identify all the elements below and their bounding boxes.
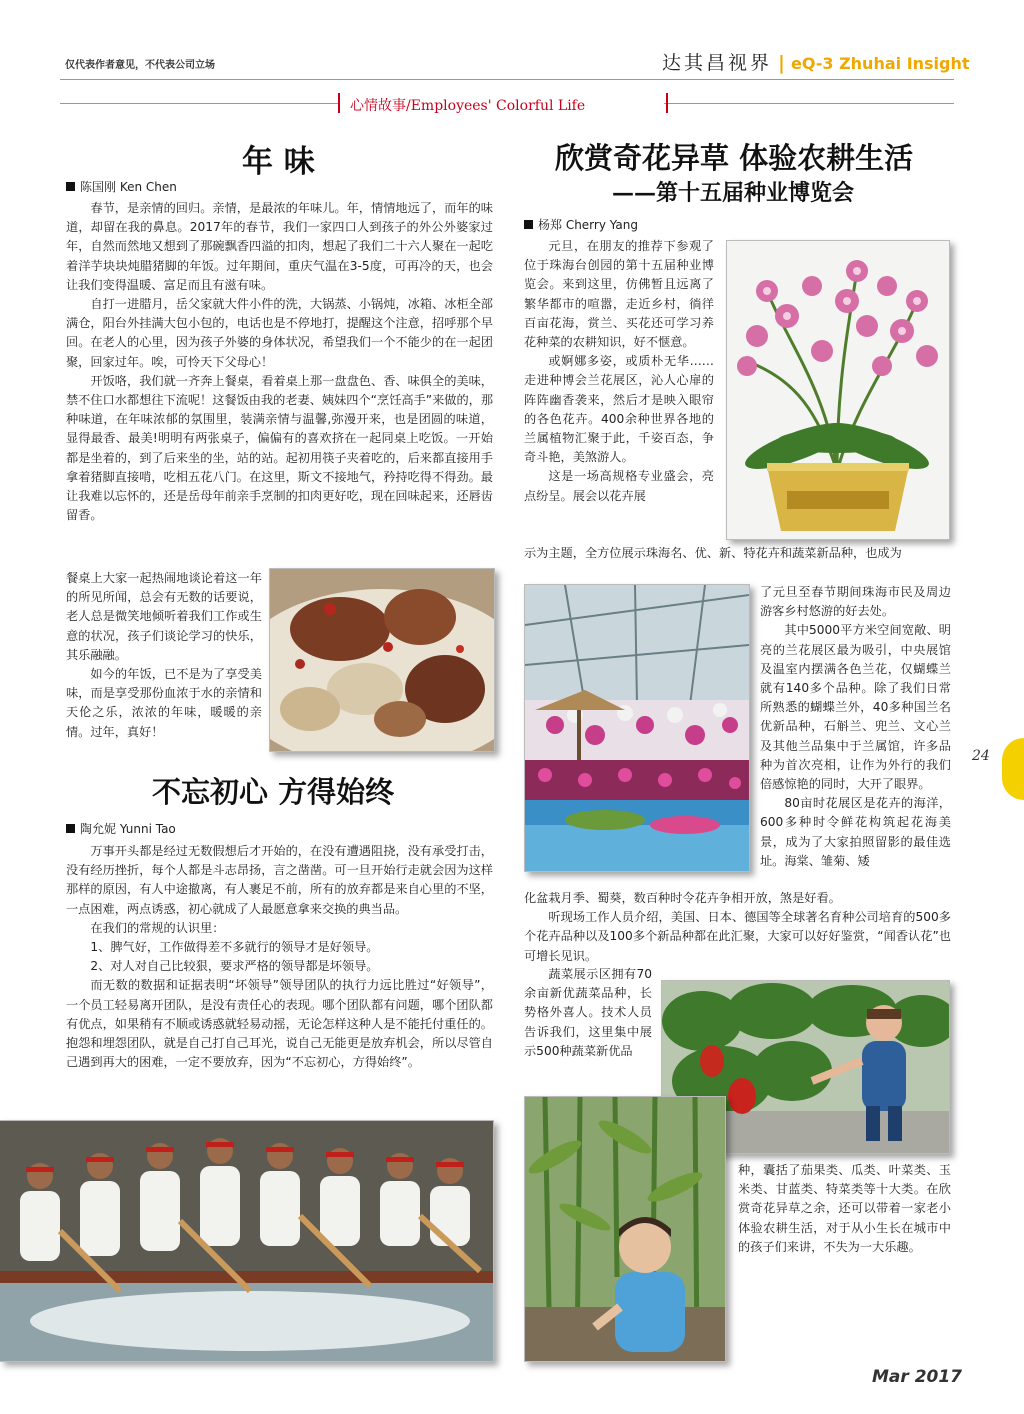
dragon-boat-illustration bbox=[0, 1121, 493, 1361]
article3-byline bbox=[524, 216, 638, 233]
disclaimer: 仅代表作者意见，不代表公司立场 bbox=[65, 60, 215, 71]
article3-title: 欣赏奇花异草 体验农耕生活 bbox=[555, 141, 914, 175]
section-rule-right bbox=[664, 103, 954, 104]
article3-body-a bbox=[524, 237, 714, 506]
issue-date: Mar 2017 bbox=[872, 1367, 963, 1387]
article3-paragraph: 种，囊括了茄果类、瓜类、叶菜类、玉米类、甘蓝类、特菜类等十大类。在欣赏奇花异草之余，还可以带着一家老小体验农耕生活，对于从小生长在城市中的孩子们来讲，不失为一大乐趣。 bbox=[738, 1163, 951, 1254]
article1-paragraph: 开饭咯，我们就一齐奔上餐桌，看着桌上那一盘盘色、香、味俱全的美味，禁不住口水都想往下流呢！这餐饭由我的老妻、姨妹四个“烹饪高手”来做的，那种味道，在年味浓郁的氛围里，装满亲情与温馨,弥漫开来，也是团圆的味道，显得最香、最美!明明有两张桌子，偏偏有的喜欢挤在一起同桌上吃饭。一开始都是坐着的，到了后来坐的坐，站的站。起初用筷子夹着吃的，后来都直接用手拿着猪脚直接啃，吃相五花八门。在这里，斯文不接地气，矜持吃得不得劲。最让我难以忘怀的，还是岳母年前亲手烹制的扣肉更好吃，现在回味起来，还唇齿留香。 bbox=[66, 373, 494, 523]
article2-author: 陶允妮 Yunni Tao bbox=[80, 822, 176, 836]
article3-paragraph: 其中5000平方米空间宽敞、明亮的兰花展区最为吸引，中央展馆及温室内摆满各色兰花，仅蝴蝶兰就有140多个品种。除了我们日常所熟悉的蝴蝶兰外，40多种国兰名优新品种，石斛兰、兜兰、文心兰及其他兰品集中于兰属馆，许多品种为首次亮相，让作为外行的我们倍感惊艳的同时，大开了眼界。 bbox=[760, 623, 951, 792]
page-number: 24 bbox=[972, 748, 990, 764]
braised-pork-illustration bbox=[270, 569, 494, 751]
article1-body bbox=[66, 199, 493, 525]
article3-paragraph: 化盆栽月季、蜀葵，数百种时令花卉争相开放，煞是好看。 bbox=[524, 891, 841, 905]
article2-list-item: 1、脾气好，工作做得差不多就行的领导才是好领导。 bbox=[90, 940, 379, 955]
greenhouse-illustration bbox=[525, 585, 749, 871]
article2-paragraph: 万事开头都是经过无数假想后才开始的，在没有遭遇阻挠，没有承受打击，没有经历挫折，每个人都是斗志昂扬，言之凿凿。可一旦开始行走就会因为这样那样的原因，有人中途撤离，有人裹足不前，所有的放弃都是来自心里的不坚，一点困难，两点诱惑，初心就成了人最愿意拿来交换的典当品。 bbox=[66, 844, 493, 916]
article3-paragraph: 或婀娜多姿，或质朴无华……走进种博会兰花展区，沁人心扉的阵阵幽香袭来，然后才是映入眼帘的各色花卉。400余种世界各地的兰属植物汇聚于此，千姿百态，争奇斗艳，美煞游人。 bbox=[524, 354, 714, 465]
article3-subtitle: ——第十五届种业博览会 bbox=[612, 180, 855, 206]
article3-paragraph: 了元旦至春节期间珠海市民及周边游客乡村悠游的好去处。 bbox=[760, 585, 951, 619]
article3-paragraph: 蔬菜展示区拥有70余亩新优蔬菜品种，长势格外喜人。技术人员告诉我们，这里集中展示500种蔬菜新优品 bbox=[524, 967, 652, 1058]
article1-byline bbox=[66, 178, 177, 195]
article1-body-wrap bbox=[66, 569, 262, 742]
exhibition-hall-photo bbox=[524, 584, 750, 872]
brand-chinese: 达其昌视界 bbox=[662, 52, 773, 74]
dragon-boat-photo bbox=[0, 1120, 494, 1362]
article3-paragraph: 这是一场高规格专业盛会，亮点纷呈。展会以花卉展 bbox=[524, 469, 714, 503]
article2-byline bbox=[66, 820, 176, 837]
byline-square-icon bbox=[66, 182, 75, 191]
header-rule bbox=[60, 79, 954, 80]
article2-body bbox=[66, 842, 493, 1072]
article2-title: 不忘初心 方得始终 bbox=[152, 775, 395, 809]
article2-list-item: 2、对人对自己比较狠，要求严格的领导都是坏领导。 bbox=[90, 959, 379, 974]
article3-body-d bbox=[524, 889, 951, 966]
section-rule-left bbox=[60, 103, 338, 104]
article3-body-b bbox=[524, 544, 951, 563]
article1-author: 陈国刚 Ken Chen bbox=[80, 180, 177, 194]
article3-body-e bbox=[524, 965, 652, 1061]
brand-separator: | bbox=[778, 52, 785, 74]
section-label: 心情故事/Employees' Colorful Life bbox=[350, 98, 586, 114]
article3-body-f bbox=[738, 1161, 951, 1257]
article3-body-c bbox=[760, 583, 951, 871]
article1-paragraph: 如今的年饭，已不是为了享受美味，而是享受那份血浓于水的亲情和天伦之乐，浓浓的年味，暖暖的亲情。过年，真好！ bbox=[66, 667, 262, 739]
brand-header bbox=[662, 48, 970, 75]
article2-paragraph: 而无数的数据和证据表明“坏领导”领导团队的执行力远比胜过“好领导”，一个员工轻易离开团队，是没有责任心的表现。哪个团队都有问题，哪个团队都有优点，如果稍有不顺或诱惑就轻易动摇，无论怎样这种人是不能托付重任的。抱怨和埋怨团队，就是自己打自己耳光，说自己无能更是放弃机会，所以尽管自己遇到再大的困难，一定不要放弃，因为“不忘初心，方得始终”。 bbox=[66, 978, 493, 1070]
orchid-illustration bbox=[727, 241, 949, 539]
byline-square-icon bbox=[524, 220, 533, 229]
food-photo bbox=[269, 568, 495, 752]
article3-paragraph: 听现场工作人员介绍，美国、日本、德国等全球著名育种公司培育的500多个花卉品种以及100多个新品种都在此汇聚，大家可以好好鉴赏，“闻香认花”也可增长见识。 bbox=[524, 910, 951, 963]
brand-english: eQ-3 Zhuhai Insight bbox=[790, 54, 970, 73]
page-tab bbox=[1002, 738, 1024, 800]
corn-child-illustration bbox=[525, 1097, 725, 1361]
corn-field-photo bbox=[524, 1096, 726, 1362]
article3-author: 杨郑 Cherry Yang bbox=[538, 218, 639, 232]
article2-paragraph: 在我们的常规的认识里： bbox=[90, 920, 225, 935]
article3-paragraph: 示为主题，全方位展示珠海名、优、新、特花卉和蔬菜新品种，也成为 bbox=[524, 546, 902, 560]
article1-paragraph: 餐桌上大家一起热闹地谈论着这一年的所见所闻，总会有无数的话要说，老人总是微笑地倾听着我们工作或生意的状况，孩子们谈论学习的快乐，其乐融融。 bbox=[66, 571, 262, 662]
article1-paragraph: 自打一进腊月，岳父家就大件小件的洗，大锅蒸、小锅炖，冰箱、冰柜全部满仓，阳台外挂满大包小包的，电话也是不停地打，提醒这个注意，招呼那个早回。在老人的心里，因为孩子外婆的身体状况，希望我们一个不能少的在一起团聚，回家过年。唉，可怜天下父母心！ bbox=[66, 297, 493, 369]
article3-paragraph: 80亩时花展区是花卉的海洋，600多种时令鲜花构筑起花海美景，成为了大家拍照留影的最佳选址。海棠、雏菊、矮 bbox=[760, 796, 951, 868]
orchid-photo bbox=[726, 240, 950, 540]
article1-paragraph: 春节，是亲情的回归。亲情，是最浓的年味儿。年，情情地远了，而年的味道，却留在我的鼻息。2017年的春节，我们一家四口人到孩子的外公外婆家过年，自然而然地又想到了那碗飘香四溢的扣肉，想起了我们二十六人聚在一起吃着洋芋块块炖腊猪脚的年饭。过年期间，重庆气温在3-5度，可再冷的天，也会让我们变得温暖、富足而且有滋有味。 bbox=[66, 201, 493, 292]
byline-square-icon bbox=[66, 824, 75, 833]
article1-title: 年 味 bbox=[242, 144, 315, 180]
article3-paragraph: 元旦，在朋友的推荐下参观了位于珠海台创园的第十五届种业博览会。来到这里，仿佛暂且远离了繁华都市的喧嚣，走近乡村，徜徉百亩花海，赏兰、买花还可学习养花种菜的农耕知识，好不惬意。 bbox=[524, 239, 714, 350]
